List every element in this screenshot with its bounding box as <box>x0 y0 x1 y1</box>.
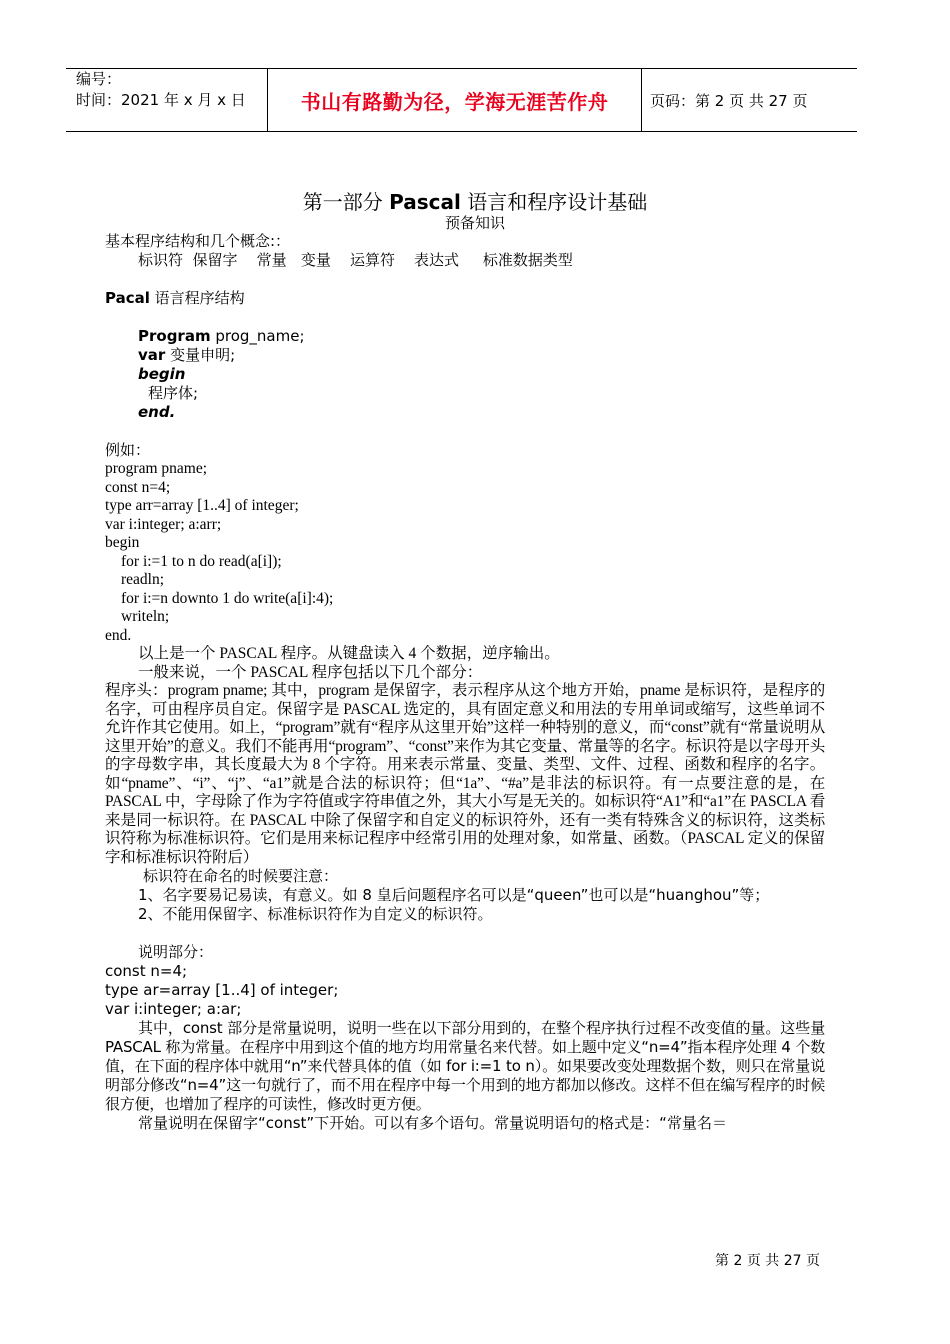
paragraph: 标识符在命名的时候要注意： <box>143 867 339 885</box>
code-line: const n=4; <box>105 478 171 496</box>
struct-program-line <box>105 327 825 346</box>
paragraph: 说明部分： <box>138 943 214 961</box>
code-line: writeln; <box>121 608 170 625</box>
struct-begin-line <box>105 365 825 384</box>
page-header <box>66 68 857 132</box>
keyword-end: end. <box>138 403 176 421</box>
code-line: readln; <box>121 571 165 588</box>
keyword-var: var <box>138 346 166 364</box>
code-line: for i:=1 to n do read(a[i]); <box>121 552 282 570</box>
paragraph: 1、名字要易记易读，有意义。如 8 皇后问题程序名可以是“queen”也可以是“huanghou”等； <box>138 886 770 904</box>
page-footer: 第 2 页 共 27 页 <box>715 1253 820 1269</box>
paragraph: 常量说明在保留字“const”下开始。可以有多个语句。常量说明语句的格式是：“常量名＝ <box>138 1114 727 1132</box>
structure-heading-bold: Pacal <box>105 289 150 307</box>
header-divider <box>641 69 642 131</box>
keyword-begin: begin <box>138 365 186 383</box>
structure-heading-rest: 语言程序结构 <box>149 289 245 307</box>
code-line: type arr=array [1..4] of integer; <box>105 497 299 514</box>
title-suffix: 语言和程序设计基础 <box>460 190 648 214</box>
concepts-list: 标识符 保留字 常量 变量 运算符 表达式 标准数据类型 <box>138 251 573 269</box>
title-bold: Pascal <box>389 190 461 214</box>
keyword-program: Program <box>138 327 211 345</box>
header-page-number: 页码：第 2 页 共 27 页 <box>650 91 808 110</box>
paragraph: 2、不能用保留字、标准标识符作为自定义的标识符。 <box>138 905 493 923</box>
structure-heading <box>105 289 825 308</box>
paragraph: 一般来说，一个 PASCAL 程序包括以下几个部分： <box>138 663 483 681</box>
var-declaration: 变量申明; <box>165 346 236 364</box>
code-line: program pname; <box>105 460 208 477</box>
example-label: 例如： <box>105 441 151 459</box>
code-line: begin <box>105 534 140 551</box>
program-name: prog_name; <box>210 327 305 345</box>
declaration-line: var i:integer; a:ar; <box>105 1000 242 1018</box>
declaration-line: const n=4; <box>105 962 188 980</box>
code-line: var i:integer; a:arr; <box>105 515 222 533</box>
declaration-line: type ar=array [1..4] of integer; <box>105 981 339 999</box>
serial-number-label: 编号： <box>76 70 122 88</box>
struct-end-line <box>105 403 825 422</box>
paragraph: 以上是一个 PASCAL 程序。从键盘读入 4 个数据，逆序输出。 <box>138 645 560 662</box>
paragraph: 程序头：program pname; 其中，program 是保留字，表示程序从这个地方开始，pname 是标识符，是程序的名字，可由程序员自定。保留字是 PASCAL 选定的，具有固定意义和用法的专用单词或缩写，这些单词不允许作其它使用。如上，“program”就有“程序从这里开始”这样一种特别的意义，而“const”就有“常量说明从这里开始”的意义。我们不能再用“program”、“const”来作为其它变量、常量等的名字。标识符是以字母开头的字母数字串，其长度最大为 8 个字符。用来表示常量、变量、类型、文件、过程、函数和程序的名字。如“pname”、“i”、“j”、“a1”就是合法的标识符；但“1a”、“#a”是非法的标识符。有一点要注意的是，在 PASCAL 中，字母除了作为字符值或字符串值之外，其大小写是无关的。如标识符“A1”和“a1”在 PASCLA 看来是同一标识符。在 PASCAL 中除了保留字和自定义的标识符外，还有一类有特殊含义的标识符，这类标识符称为标准标识符。它们是用来标记程序中经常引用的处理对象，如常量、函数。（PASCAL 定义的保留字和标准标识符附后） <box>105 682 825 866</box>
concepts-heading: 基本程序结构和几个概念:： <box>105 232 291 250</box>
header-left-cell <box>76 69 246 111</box>
page-subtitle: 预备知识 <box>444 214 505 232</box>
paragraph: 其中，const 部分是常量说明，说明一些在以下部分用到的，在整个程序执行过程不改变值的量。这些量 PASCAL 称为常量。在程序中用到这个值的地方均用常量名来代替。如上题中定义“n=4”指本程序处理 4 个数值，在下面的程序体中就用“n”来代替具体的值（如 for i:=1 to n）。如果要改变处理数据个数，则只在常量说明部分修改“n=4”这一句就行了，而不用在程序中每一个用到的地方都加以修改。这样不但在编写程序的时候很方便，也增加了程序的可读性，修改时更方便。 <box>105 1019 825 1113</box>
date-label: 时间：2021 年 x 月 x 日 <box>76 91 246 109</box>
title-prefix: 第一部分 <box>302 190 390 214</box>
document-body <box>105 232 825 1133</box>
code-line: for i:=n downto 1 do write(a[i]:4); <box>121 589 334 607</box>
code-example <box>105 460 825 645</box>
page-title <box>0 186 950 215</box>
header-motto: 书山有路勤为径，学海无涯苦作舟 <box>300 89 609 114</box>
struct-var-line <box>105 346 825 365</box>
struct-body-line: 程序体; <box>148 384 199 402</box>
code-line: end. <box>105 626 132 644</box>
